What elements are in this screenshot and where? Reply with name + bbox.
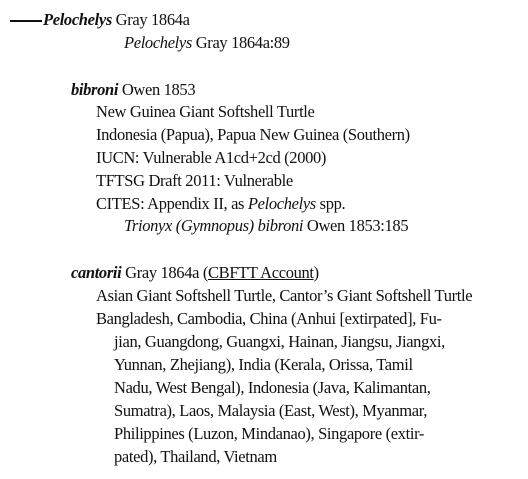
species-epithet: cantorii <box>71 263 122 282</box>
cites-genus: Pelochelys <box>247 194 316 213</box>
species-author: Owen 1853 <box>118 80 196 99</box>
cites-status <box>96 193 345 215</box>
tftsg-status: TFTSG Draft 2011: Vulnerable <box>96 171 293 190</box>
cites-suffix: spp. <box>315 194 346 213</box>
rule-dash <box>10 20 42 22</box>
genus-synonym <box>124 32 290 54</box>
genus-heading <box>10 9 190 31</box>
distribution-line: jian, Guangdong, Guangxi, Hainan, Jiangsu, Jiangxi, <box>114 332 445 351</box>
cites-prefix: CITES: Appendix II, as <box>96 194 248 213</box>
species-synonym-name: Trionyx (Gymnopus) bibroni <box>124 216 304 235</box>
iucn-status: IUCN: Vulnerable A1cd+2cd (2000) <box>96 148 327 167</box>
distribution-line: Sumatra), Laos, Malaysia (East, West), Myanmar, <box>114 401 428 420</box>
species-author-close: ) <box>313 263 319 282</box>
account-link[interactable]: CBFTT Account <box>208 263 314 282</box>
distribution-line: Nadu, West Bengal), Indonesia (Java, Kalimantan, <box>114 378 431 397</box>
distribution-line: pated), Thailand, Vietnam <box>114 447 277 466</box>
species-author: Gray 1864a ( <box>121 263 209 282</box>
distribution: Indonesia (Papua), Papua New Guinea (Southern) <box>96 125 410 144</box>
genus-name: Pelochelys <box>43 10 112 29</box>
species-synonym-author: Owen 1853:185 <box>303 216 409 235</box>
common-names: Asian Giant Softshell Turtle, Cantor’s Giant Softshell Turtle <box>96 286 473 305</box>
species-epithet: bibroni <box>71 80 119 99</box>
species-heading-cantorii <box>71 262 319 284</box>
distribution-line: Philippines (Luzon, Mindanao), Singapore (extir- <box>114 424 425 443</box>
species-heading-bibroni <box>71 79 195 101</box>
genus-synonym-name: Pelochelys <box>124 33 192 52</box>
common-names: New Guinea Giant Softshell Turtle <box>96 102 315 121</box>
species-synonym <box>124 215 408 237</box>
genus-author: Gray 1864a <box>111 10 190 29</box>
distribution-line: Bangladesh, Cambodia, China (Anhui [extirpated], Fu- <box>96 309 442 328</box>
genus-synonym-author: Gray 1864a:89 <box>191 33 290 52</box>
distribution-line: Yunnan, Zhejiang), India (Kerala, Orissa, Tamil <box>114 355 413 374</box>
